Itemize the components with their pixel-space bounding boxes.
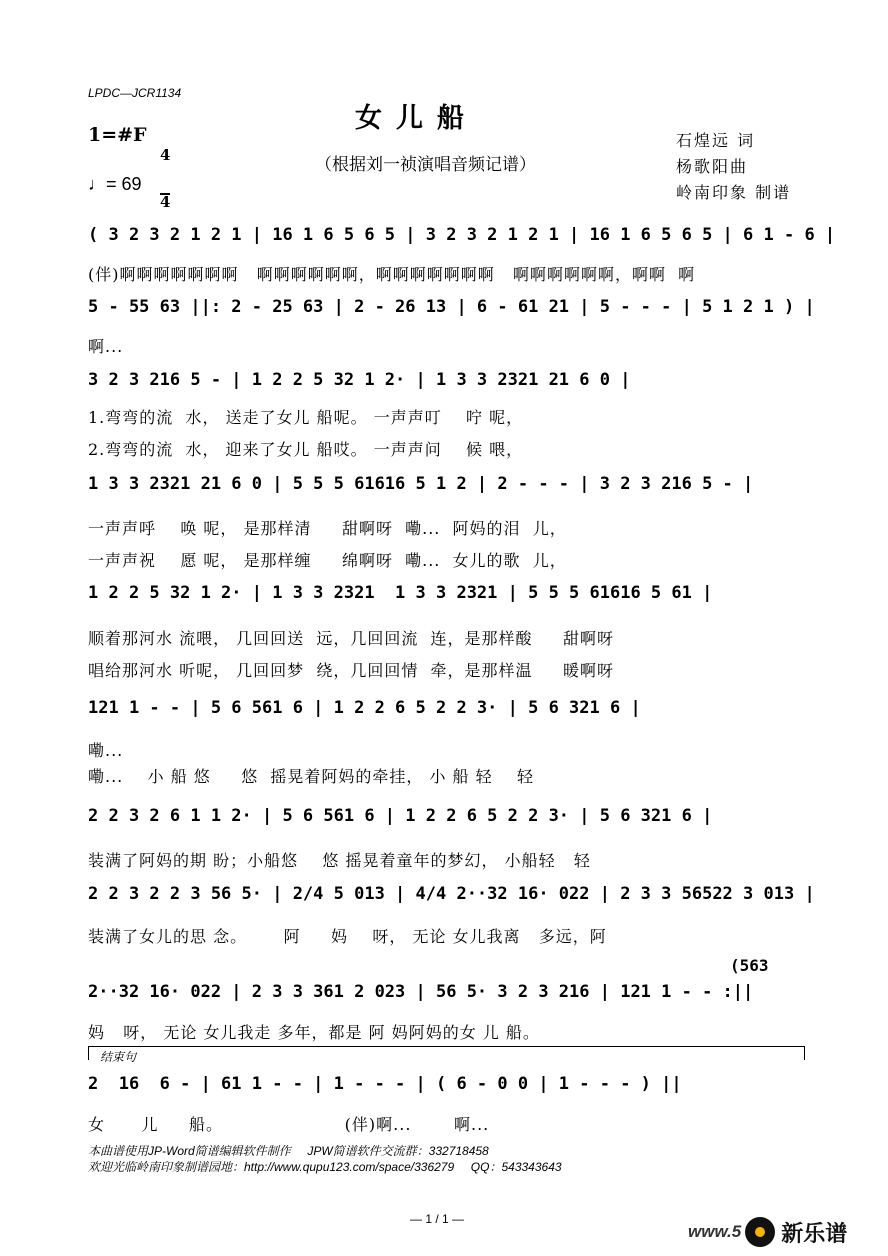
lyric-line-8: 装满了女儿的思 念。 阿 妈 呀， 无论 女儿我离 多远，阿 bbox=[88, 927, 607, 946]
lyric-line-5a: 顺着那河水 流喂， 几回回送 远，几回回流 连，是那样酸 甜啊呀 bbox=[88, 629, 614, 648]
notation-line-10: 2 16 6 - | 61 1 - - | 1 - - - | ( 6 - 0 0 | 1 - - - ) || bbox=[88, 1074, 682, 1094]
ending-bracket-right bbox=[804, 1046, 805, 1060]
lyricist-credit: 石煌远 词 bbox=[676, 131, 756, 150]
time-signature bbox=[160, 118, 170, 225]
notation-line-7: 2 2 3 2 6 1 1 2· | 5 6 561 6 | 1 2 2 6 5 2 2 3· | 5 6 321 6 | bbox=[88, 806, 713, 826]
watermark-url: www.5 bbox=[688, 1222, 742, 1241]
arranger-credit: 岭南印象 制谱 bbox=[676, 183, 792, 202]
footer-website-note: 欢迎光临岭南印象制谱园地：http://www.qupu123.com/space/336279 QQ：543343643 bbox=[88, 1160, 562, 1174]
subtitle: （根据刘一祯演唱音频记谱） bbox=[315, 155, 536, 175]
lyric-line-7: 装满了阿妈的期 盼；小船悠 悠 摇晃着童年的梦幻， 小船轻 轻 bbox=[88, 851, 591, 870]
lyric-line-3a: 1.弯弯的流 水， 送走了女儿 船呢。 一声声叮 咛 呢， bbox=[88, 408, 524, 427]
ending-bracket-line bbox=[88, 1046, 804, 1047]
footer-software-note: 本曲谱使用JP-Word简谱编辑软件制作 JPW简谱软件交流群：332718458 bbox=[88, 1144, 489, 1158]
lyric-line-6b: 嘞... 小 船 悠 悠 摇晃着阿妈的牵挂， 小 船 轻 轻 bbox=[88, 767, 534, 786]
notation-line-1: ( 3 2 3 2 1 2 1 | 16 1 6 5 6 5 | 3 2 3 2 1 2 1 | 16 1 6 5 6 5 | 6 1 - 6 | bbox=[88, 225, 836, 245]
composer-credit: 杨歌阳曲 bbox=[676, 157, 749, 176]
key-signature: 1=#F bbox=[88, 124, 147, 146]
notation-line-3: 3 2 3 216 5 - | 1 2 2 5 32 1 2· | 1 3 3 2321 21 6 0 | bbox=[88, 370, 631, 390]
lyric-line-6a: 嘞... bbox=[88, 741, 124, 760]
page-number: — 1 / 1 — bbox=[410, 1212, 465, 1226]
site-watermark bbox=[688, 1216, 847, 1248]
notation-line-4: 1 3 3 2321 21 6 0 | 5 5 5 61616 5 1 2 | 2 - - - | 3 2 3 216 5 - | bbox=[88, 474, 754, 494]
lyric-line-2: 啊... bbox=[88, 337, 124, 356]
time-top: 4 bbox=[160, 146, 171, 164]
repeat-tail-notes: (563 bbox=[730, 956, 769, 975]
lyric-line-5b: 唱给那河水 听呢， 几回回梦 绕，几回回情 牵，是那样温 暖啊呀 bbox=[88, 661, 614, 680]
page-title: 女儿船 bbox=[355, 103, 478, 134]
lyric-line-3b: 2.弯弯的流 水， 迎来了女儿 船哎。 一声声问 候 喂， bbox=[88, 440, 524, 459]
notation-line-6: 121 1 - - | 5 6 561 6 | 1 2 2 6 5 2 2 3· | 5 6 321 6 | bbox=[88, 698, 641, 718]
notation-line-8: 2 2 3 2 2 3 56 5· | 2/4 5 013 | 4/4 2··32 16· 022 | 2 3 3 56522 3 013 | bbox=[88, 884, 815, 904]
notation-line-9: 2··32 16· 022 | 2 3 3 361 2 023 | 56 5· 3 2 3 216 | 121 1 - - :|| bbox=[88, 982, 754, 1002]
watermark-brand: 新乐谱 bbox=[781, 1221, 848, 1247]
lyric-line-4b: 一声声祝 愿 呢， 是那样缠 绵啊呀 嘞... 女儿的歌 儿， bbox=[88, 551, 567, 570]
tempo-marking: ♩= 69 bbox=[88, 174, 142, 194]
lyric-line-4a: 一声声呼 唤 呢， 是那样清 甜啊呀 嘞... 阿妈的泪 儿， bbox=[88, 519, 567, 538]
notation-line-2: 5 - 55 63 ||: 2 - 25 63 | 2 - 26 13 | 6 - 61 21 | 5 - - - | 5 1 2 1 ) | bbox=[88, 297, 815, 317]
ending-label: 结束句 bbox=[100, 1050, 137, 1064]
record-logo-icon bbox=[745, 1217, 775, 1247]
notation-line-5: 1 2 2 5 32 1 2· | 1 3 3 2321 1 3 3 2321 | 5 5 5 61616 5 61 | bbox=[88, 583, 713, 603]
ending-bracket-left bbox=[88, 1046, 89, 1060]
lyric-line-1: (伴)啊啊啊啊啊啊啊 啊啊啊啊啊啊，啊啊啊啊啊啊啊 啊啊啊啊啊啊，啊啊 啊 bbox=[88, 265, 696, 284]
score-code: LPDC—JCR1134 bbox=[88, 86, 182, 100]
time-bottom: 4 bbox=[160, 193, 171, 211]
lyric-line-9: 妈 呀， 无论 女儿我走 多年，都是 阿 妈阿妈的女 儿 船。 bbox=[88, 1023, 540, 1042]
lyric-line-10: 女 儿 船。 (伴)啊... 啊... bbox=[88, 1115, 490, 1134]
